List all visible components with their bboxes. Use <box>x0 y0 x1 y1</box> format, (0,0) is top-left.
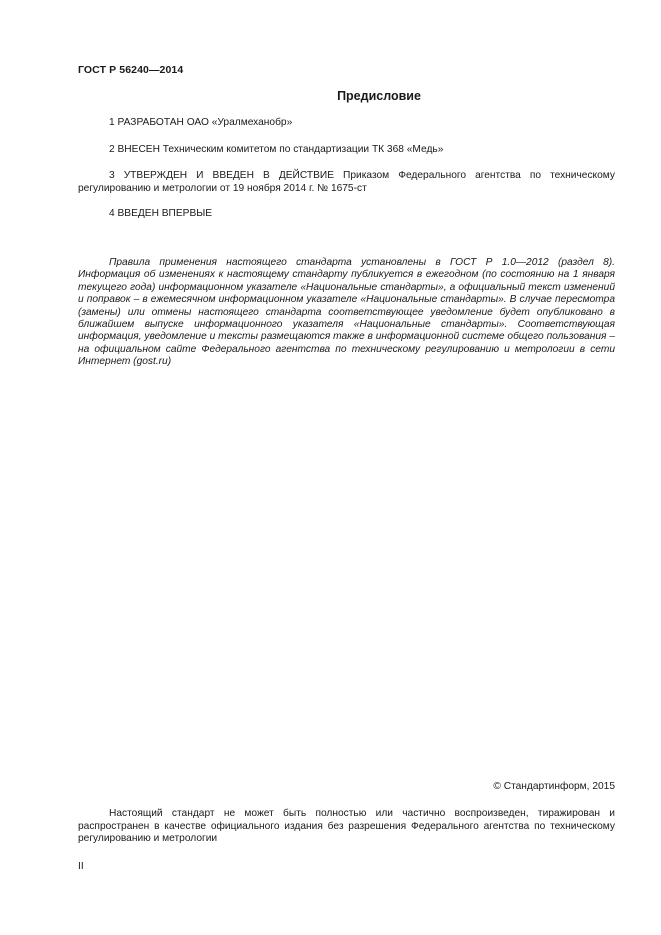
foreword-item-first-introduced <box>78 208 615 221</box>
item-label: 1 РАЗРАБОТАН <box>109 117 184 128</box>
item-text: Техническим комитетом по стандартизации ТК 368 «Медь» <box>159 144 444 155</box>
foreword-item-introduced <box>78 144 615 157</box>
foreword-item-approved <box>78 170 615 195</box>
application-rules-notice: Правила применения настоящего стандарта установлены в ГОСТ Р 1.0—2012 (раздел 8). Информация об изменениях к настоящему стандарту публикуется в ежегодном (по состоянию на 1 января текущего года) информационном указателе «Национальные стандарты», а официальный текст изменений и поправок – в ежемесячном информационном указателе «Национальные стандарты». В случае пересмотра (замены) или отмены настоящего стандарта соответствующее уведомление будет опубликовано в ближайшем выпуске информационного указателя «Национальные стандарты». Соответствующая информация, уведомление и тексты размещаются также в информационной системе общего пользования – на официальном сайте Федерального агентства по техническому регулированию и метрологии в сети Интернет (gost.ru) <box>78 257 615 368</box>
page-title: Предисловие <box>337 89 421 103</box>
item-label: 4 ВВЕДЕН ВПЕРВЫЕ <box>109 208 213 219</box>
foreword-item-developed <box>78 117 615 130</box>
item-text: ОАО «Уралмеханобр» <box>183 117 293 128</box>
reprint-notice: Настоящий стандарт не может быть полностью или частично воспроизведен, тиражирован и распространен в качестве официального издания без разрешения Федерального агентства по техническому регулированию и метрологии <box>78 808 615 844</box>
item-label: 3 УТВЕРЖДЕН И ВВЕДЕН В ДЕЙСТВИЕ <box>109 170 335 181</box>
copyright: © Стандартинформ, 2015 <box>493 781 615 792</box>
item-text: Приказом Федерального агентства по техническому регулированию и метрологии от 19 ноября 2014 г. № 1675-ст <box>78 170 616 194</box>
page-number: II <box>78 861 84 872</box>
standard-code: ГОСТ Р 56240—2014 <box>78 64 184 76</box>
item-label: 2 ВНЕСЕН <box>109 144 160 155</box>
